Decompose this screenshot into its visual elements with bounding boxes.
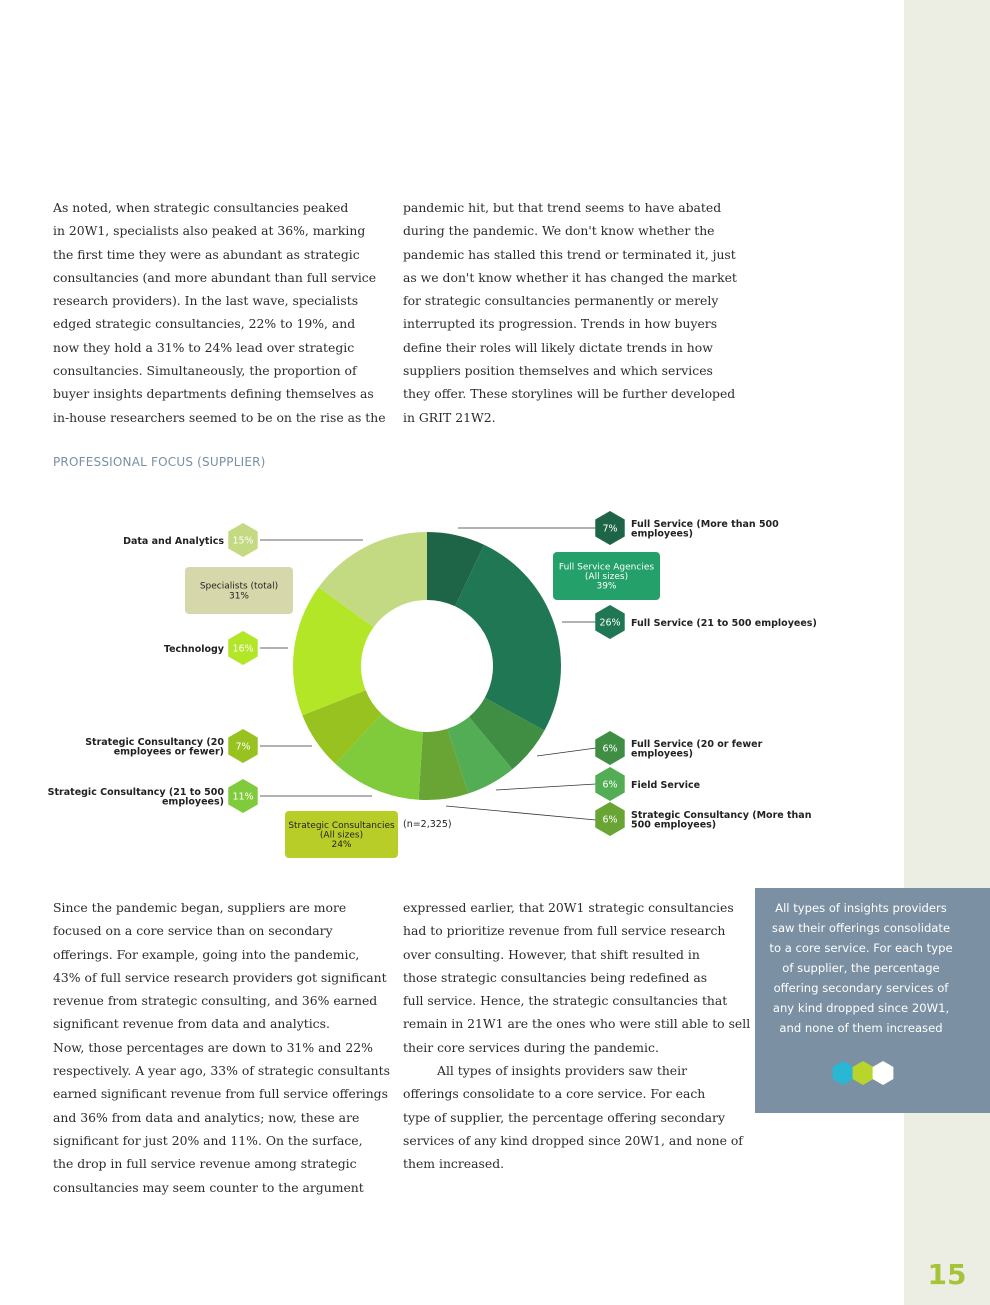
body-text-line: All types of insights providers saw their xyxy=(437,1063,688,1079)
bottom-text-left-column xyxy=(53,896,390,1199)
hexagon-shape-2 xyxy=(853,1061,874,1085)
body-text-line: consultancies (and more abundant than full service xyxy=(53,269,377,285)
body-text-line: As noted, when strategic consultancies peaked xyxy=(53,200,349,215)
body-text-line: during the pandemic. We don't know whether the xyxy=(403,223,715,239)
label-sc-mid: Strategic Consultancy (21 to 500 xyxy=(47,787,224,798)
body-text-line: and 36% from data and analytics; now, these are xyxy=(53,1109,360,1125)
body-text-line: offerings consolidate to a core service. For each xyxy=(403,1086,706,1102)
body-text-line: they offer. These storylines will be further developed xyxy=(403,386,736,402)
label-data: Data and Analytics xyxy=(123,536,224,547)
label-sc-small: employees or fewer) xyxy=(113,746,224,758)
label-fs-mid: Full Service (21 to 500 employees) xyxy=(631,618,817,629)
body-text-line: Since the pandemic began, suppliers are more xyxy=(53,900,347,915)
label-sc-large: 500 employees) xyxy=(631,819,717,831)
body-text-line: expressed earlier, that 20W1 strategic consultancies xyxy=(403,900,734,915)
body-text-line: for strategic consultancies permanently or merely xyxy=(403,293,719,309)
body-text-line: those strategic consultancies being redefined as xyxy=(403,969,708,985)
label-fs-small: employees) xyxy=(631,748,694,760)
body-text-line: suppliers position themselves and which services xyxy=(403,363,713,379)
group-full-service-label: Full Service Agencies xyxy=(558,562,655,573)
body-text-line: them increased. xyxy=(403,1156,505,1172)
badge-data-value: 15% xyxy=(232,535,254,547)
body-text-line: offerings. For example, going into the pandemic, xyxy=(53,946,360,962)
body-text-line: as we don't know whether it has changed the market xyxy=(403,269,737,285)
callout-line: to a core service. For each type xyxy=(769,941,953,955)
group-full-service-label: 39% xyxy=(596,581,617,592)
body-text-line: Now, those percentages are down to 31% and 22% xyxy=(53,1039,373,1055)
badge-fs-large-value: 7% xyxy=(602,523,618,535)
group-full-service-label: (All sizes) xyxy=(584,572,629,582)
callout-line: of supplier, the percentage xyxy=(782,961,940,975)
body-text-line: over consulting. However, that shift resulted in xyxy=(403,946,700,962)
body-text-line: research providers). In the last wave, specialists xyxy=(53,293,359,309)
label-tech: Technology xyxy=(163,644,224,655)
hexagon-shape-3 xyxy=(873,1061,894,1085)
badge-sc-mid-value: 11% xyxy=(232,791,254,803)
donut-slice-2 xyxy=(455,545,561,731)
group-strategic-label: Strategic Consultancies xyxy=(288,820,395,831)
body-text-line: the first time they were as abundant as strategic xyxy=(53,246,360,262)
callout-text xyxy=(766,898,956,1038)
callout-line: and none of them increased xyxy=(779,1021,943,1035)
group-specialists-label: Specialists (total) xyxy=(199,581,279,592)
body-text-line: revenue from strategic consulting, and 36% earned xyxy=(53,993,378,1009)
professional-focus-donut-chart xyxy=(0,490,904,870)
body-text-line: had to prioritize revenue from full service research xyxy=(403,923,726,939)
body-text-line: in-house researchers seemed to be on the rise as the xyxy=(53,409,386,425)
group-strategic-label: (All sizes) xyxy=(319,830,364,841)
bottom-text-right-column xyxy=(403,896,751,1176)
callout-line: any kind dropped since 20W1, xyxy=(772,1001,950,1015)
body-text-line: now they hold a 31% to 24% lead over strategic xyxy=(53,339,355,355)
body-text-line: significant for just 20% and 11%. On the surface, xyxy=(53,1132,363,1148)
body-text-line: type of supplier, the percentage offering secondary xyxy=(403,1109,725,1125)
badge-sc-small-value: 7% xyxy=(235,741,251,753)
label-fs-small: Full Service (20 or fewer xyxy=(631,739,763,750)
body-text-line: significant revenue from data and analytics. xyxy=(53,1016,330,1032)
top-text-left-column xyxy=(53,196,386,429)
top-text-right-column xyxy=(403,196,743,429)
badge-fs-mid-value: 26% xyxy=(599,617,621,629)
callout-line: saw their offerings consolidate xyxy=(771,921,951,935)
body-text-line: services of any kind dropped since 20W1, and none of xyxy=(403,1132,743,1148)
badge-fs-small-value: 6% xyxy=(602,743,618,755)
body-text-line: respectively. A year ago, 33% of strategic consultants xyxy=(53,1063,390,1079)
body-text-line: earned significant revenue from full service offerings xyxy=(53,1086,388,1102)
label-sc-mid: employees) xyxy=(161,796,224,808)
group-strategic-label: 24% xyxy=(331,840,352,851)
group-specialists-label: 31% xyxy=(228,591,250,602)
body-text-line: full service. Hence, the strategic consultancies that xyxy=(403,993,728,1009)
badge-sc-large-value: 6% xyxy=(602,814,618,826)
section-title: PROFESSIONAL FOCUS (SUPPLIER) xyxy=(53,455,266,469)
leader-line xyxy=(537,748,596,756)
label-field: Field Service xyxy=(631,780,701,791)
body-text-line: consultancies may seem counter to the argument xyxy=(53,1179,364,1195)
callout-line: All types of insights providers xyxy=(775,901,947,915)
body-text-line: pandemic hit, but that trend seems to have abated xyxy=(403,200,722,215)
body-text-line: 43% of full service research providers got significant xyxy=(53,969,387,985)
leader-line xyxy=(496,784,596,790)
body-text-line: their core services during the pandemic. xyxy=(403,1039,659,1055)
body-text-line: buyer insights departments defining themselves as xyxy=(53,386,374,402)
label-fs-large: employees) xyxy=(631,528,694,540)
callout-line: offering secondary services of xyxy=(773,981,949,995)
badge-field-value: 6% xyxy=(602,779,618,791)
hexagon-shape-1 xyxy=(833,1061,854,1085)
badge-tech-value: 16% xyxy=(232,643,254,655)
body-text-line: in GRIT 21W2. xyxy=(403,409,496,425)
label-sc-small: Strategic Consultancy (20 xyxy=(85,737,224,748)
body-text-line: focused on a core service than on secondary xyxy=(53,923,333,939)
page-number: 15 xyxy=(927,1258,967,1291)
body-text-line: remain in 21W1 are the ones who were still able to sell xyxy=(403,1016,751,1032)
label-fs-large: Full Service (More than 500 xyxy=(631,519,779,530)
sample-size-note: (n=2,325) xyxy=(403,819,452,830)
body-text-line: edged strategic consultancies, 22% to 19%, and xyxy=(53,316,356,332)
body-text-line: define their roles will likely dictate trends in how xyxy=(403,339,713,355)
label-sc-large: Strategic Consultancy (More than xyxy=(631,810,812,821)
leader-line xyxy=(446,806,596,820)
hexagon-decoration-icon xyxy=(832,1060,896,1088)
body-text-line: pandemic has stalled this trend or terminated it, just xyxy=(403,246,736,262)
body-text-line: the drop in full service revenue among strategic xyxy=(53,1156,357,1172)
body-text-line: consultancies. Simultaneously, the proportion of xyxy=(53,363,357,379)
body-text-line: interrupted its progression. Trends in how buyers xyxy=(403,316,718,332)
body-text-line: in 20W1, specialists also peaked at 36%, marking xyxy=(53,223,366,239)
